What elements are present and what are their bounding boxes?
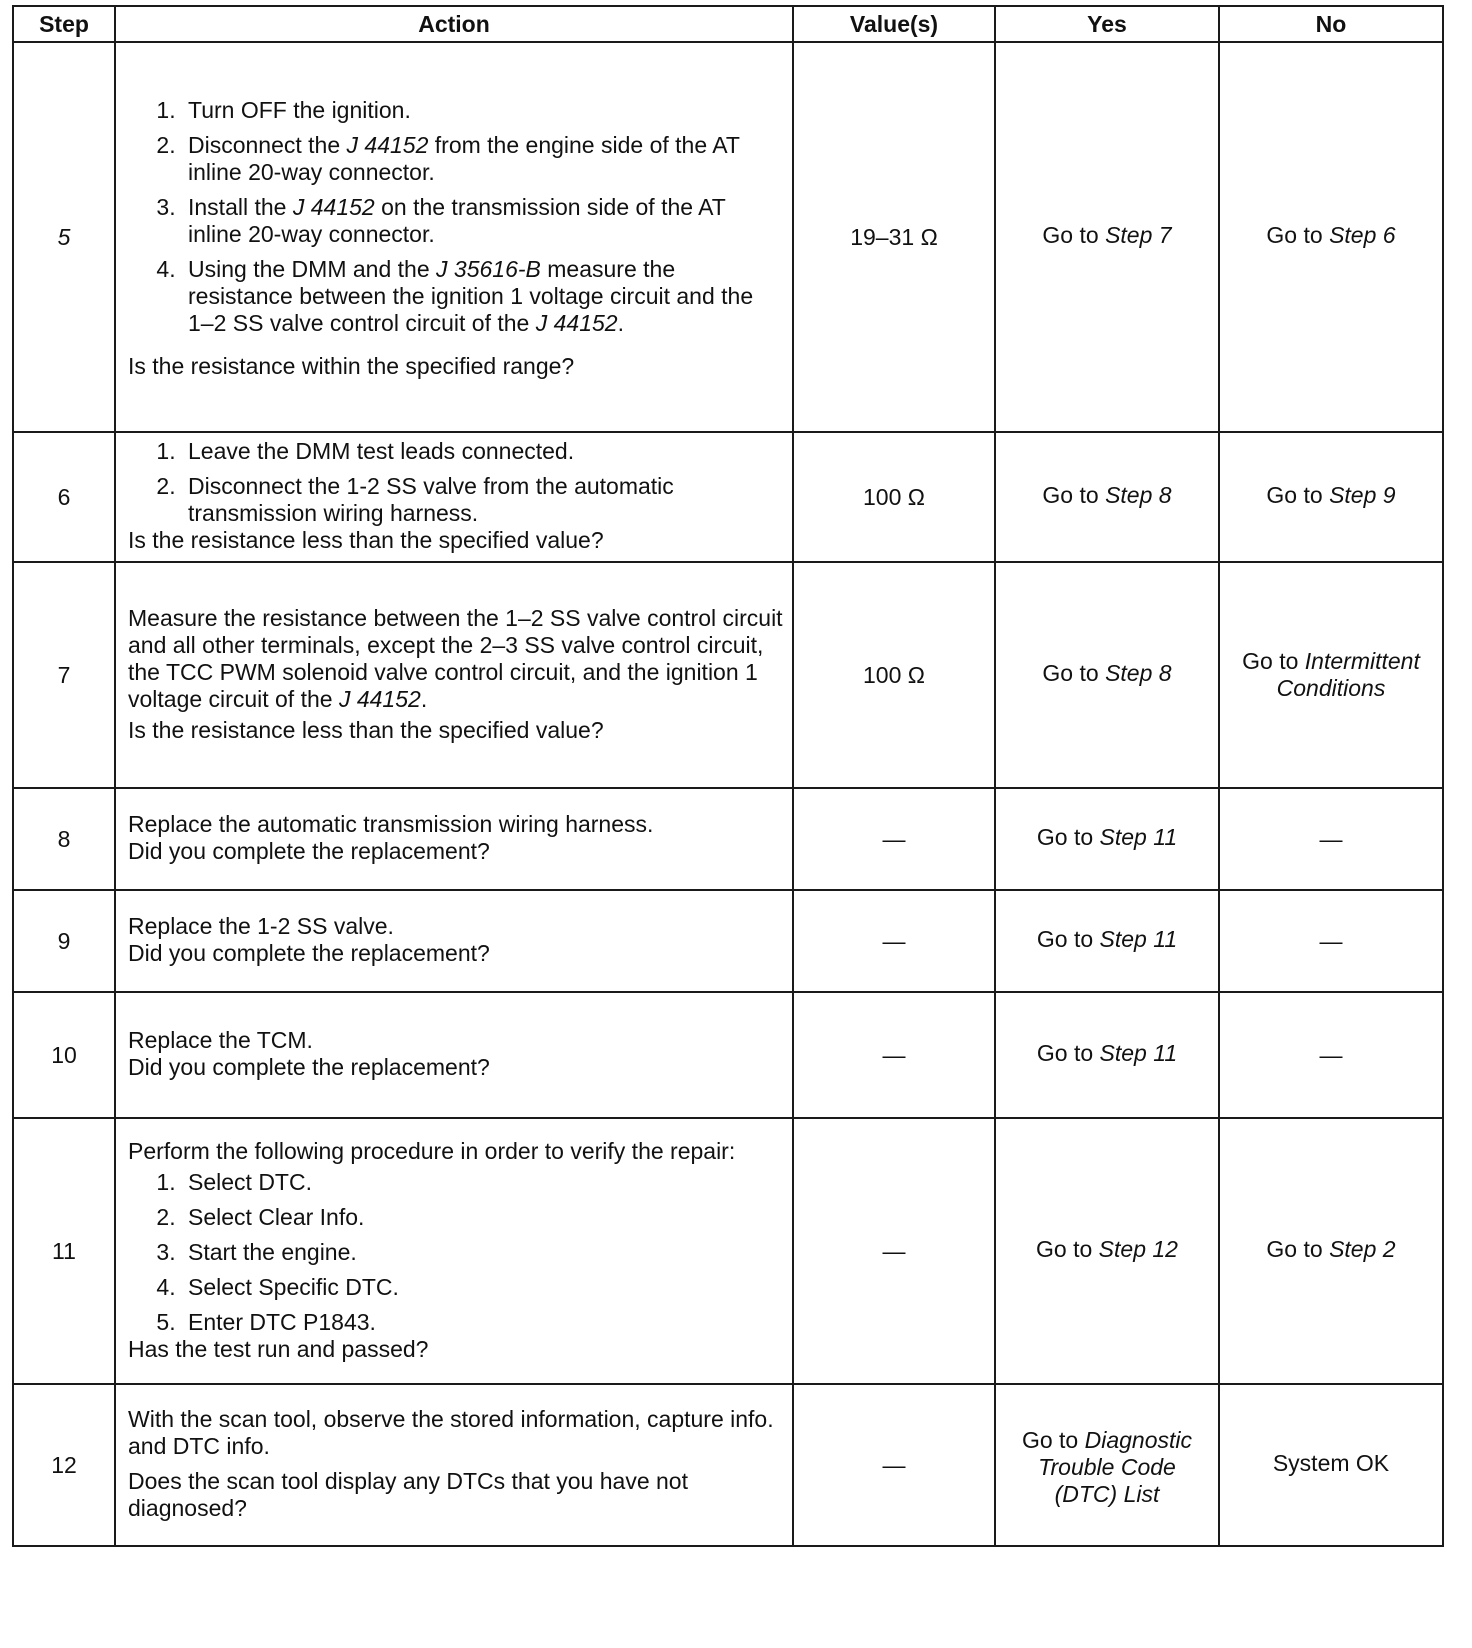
step-number: 6 [13,432,115,562]
yes-cell: Go to Step 12 [995,1118,1219,1384]
action-cell [115,1118,793,1384]
goto-link[interactable]: Step 6 [1329,221,1396,248]
action-cell [115,890,793,992]
table-row [13,992,1443,1118]
goto-link[interactable]: Step 8 [1105,659,1172,686]
action-cell [115,992,793,1118]
question-text: Has the test run and passed? [128,1335,429,1362]
value-cell: — [793,788,995,890]
list-item: 1. Turn OFF the ignition. [182,97,784,124]
action-cell [115,562,793,788]
yes-cell: Go to Step 8 [995,432,1219,562]
goto-link[interactable]: Step 11 [1099,823,1178,850]
question-text: Did you complete the replacement? [128,940,490,966]
value-cell: 19–31 Ω [793,42,995,432]
no-cell: Go to Step 2 [1219,1118,1443,1384]
list-item: 2. Disconnect the 1-2 SS valve from the automatic transmission wiring harness. [182,473,784,527]
question-text: Does the scan tool display any DTCs that you have not diagnosed? [128,1468,688,1521]
list-item: 2. Select Clear Info. [182,1204,784,1231]
no-cell: — [1219,992,1443,1118]
yes-cell: Go to Step 11 [995,992,1219,1118]
goto-link[interactable]: Step 2 [1329,1235,1396,1262]
step-list [128,1169,784,1336]
table-row [13,890,1443,992]
tool-ref: J 44152 [346,131,429,158]
step-list [128,97,784,345]
table-row [13,42,1443,432]
list-item: 3. Start the engine. [182,1239,784,1266]
no-cell: — [1219,788,1443,890]
instruction-text: With the scan tool, observe the stored information, capture info. and DTC info. [128,1406,774,1459]
value-cell: — [793,1384,995,1546]
header-step: Step [13,6,115,42]
yes-cell: Go to Diagnostic Trouble Code (DTC) List [995,1384,1219,1546]
action-cell [115,42,793,432]
value-cell: — [793,890,995,992]
goto-link[interactable]: Step 12 [1098,1235,1178,1262]
system-ok-text: System OK [1272,1449,1390,1476]
list-item: 5. Enter DTC P1843. [182,1309,784,1336]
list-item: 1. Leave the DMM test leads connected. [182,438,784,465]
table-row [13,562,1443,788]
no-cell: — [1219,890,1443,992]
table-row [13,1118,1443,1384]
question-text: Is the resistance less than the specified value? [128,527,604,553]
table-row [13,432,1443,562]
question-text: Is the resistance within the specified range? [128,352,575,379]
list-item: 1. Select DTC. [182,1169,784,1196]
list-item: 3. Install the J 44152 on the transmission side of the AT inline 20-way connector. [182,194,784,248]
goto-link[interactable]: Step 11 [1099,1039,1178,1066]
goto-link[interactable]: Step 11 [1099,925,1178,952]
header-yes: Yes [995,6,1219,42]
action-cell [115,788,793,890]
question-text: Is the resistance less than the specified value? [128,716,604,743]
instruction-text: Replace the TCM. [128,1027,313,1053]
list-item: 2. Disconnect the J 44152 from the engine side of the AT inline 20-way connector. [182,132,784,186]
step-number: 8 [13,788,115,890]
list-item: 4. Using the DMM and the J 35616-B measure the resistance between the ignition 1 voltage circuit and the 1–2 SS valve control circuit of the J 44152. [182,256,784,337]
yes-cell: Go to Step 8 [995,562,1219,788]
yes-cell: Go to Step 11 [995,890,1219,992]
table-row [13,1384,1443,1546]
tool-ref: J 44152 [535,309,618,336]
no-cell [1219,1384,1443,1546]
no-cell: Go to Step 6 [1219,42,1443,432]
step-number: 12 [13,1384,115,1546]
goto-link[interactable]: Diagnostic Trouble Code (DTC) List [1038,1426,1193,1507]
action-cell [115,432,793,562]
diagnostic-table [12,5,1444,1547]
header-row [13,6,1443,42]
value-cell: 100 Ω [793,562,995,788]
goto-link[interactable]: Step 9 [1329,481,1396,508]
instruction-text: Perform the following procedure in order to verify the repair: [128,1137,736,1164]
header-no: No [1219,6,1443,42]
value-cell: 100 Ω [793,432,995,562]
step-number: 10 [13,992,115,1118]
tool-ref: J 44152 [338,685,421,712]
step-number: 9 [13,890,115,992]
action-cell [115,1384,793,1546]
yes-cell: Go to Step 11 [995,788,1219,890]
step-number: 5 [13,42,115,432]
table-row [13,788,1443,890]
value-cell: — [793,992,995,1118]
yes-cell: Go to Step 7 [995,42,1219,432]
instruction-text: Replace the 1-2 SS valve. [128,913,394,939]
goto-link[interactable]: Intermittent Conditions [1276,648,1420,701]
list-item: 4. Select Specific DTC. [182,1274,784,1301]
tool-ref: J 44152 [292,193,375,220]
instruction-text: Measure the resistance between the 1–2 SS valve control circuit and all other terminals, except the 2–3 SS valve control circuit, the TCC PWM solenoid valve control circuit, and the ignition 1 voltage circuit of the J 44152. [128,604,783,712]
step-list [128,438,784,527]
header-action: Action [115,6,793,42]
instruction-text: Replace the automatic transmission wiring harness. [128,811,654,837]
no-cell: Go to Intermittent Conditions [1219,562,1443,788]
tool-ref: J 35616-B [436,255,541,282]
goto-link[interactable]: Step 8 [1105,481,1172,508]
step-number: 7 [13,562,115,788]
goto-link[interactable]: Step 7 [1105,221,1172,248]
no-cell: Go to Step 9 [1219,432,1443,562]
question-text: Did you complete the replacement? [128,838,490,864]
step-number: 11 [13,1118,115,1384]
question-text: Did you complete the replacement? [128,1054,490,1080]
value-cell: — [793,1118,995,1384]
header-values: Value(s) [793,6,995,42]
